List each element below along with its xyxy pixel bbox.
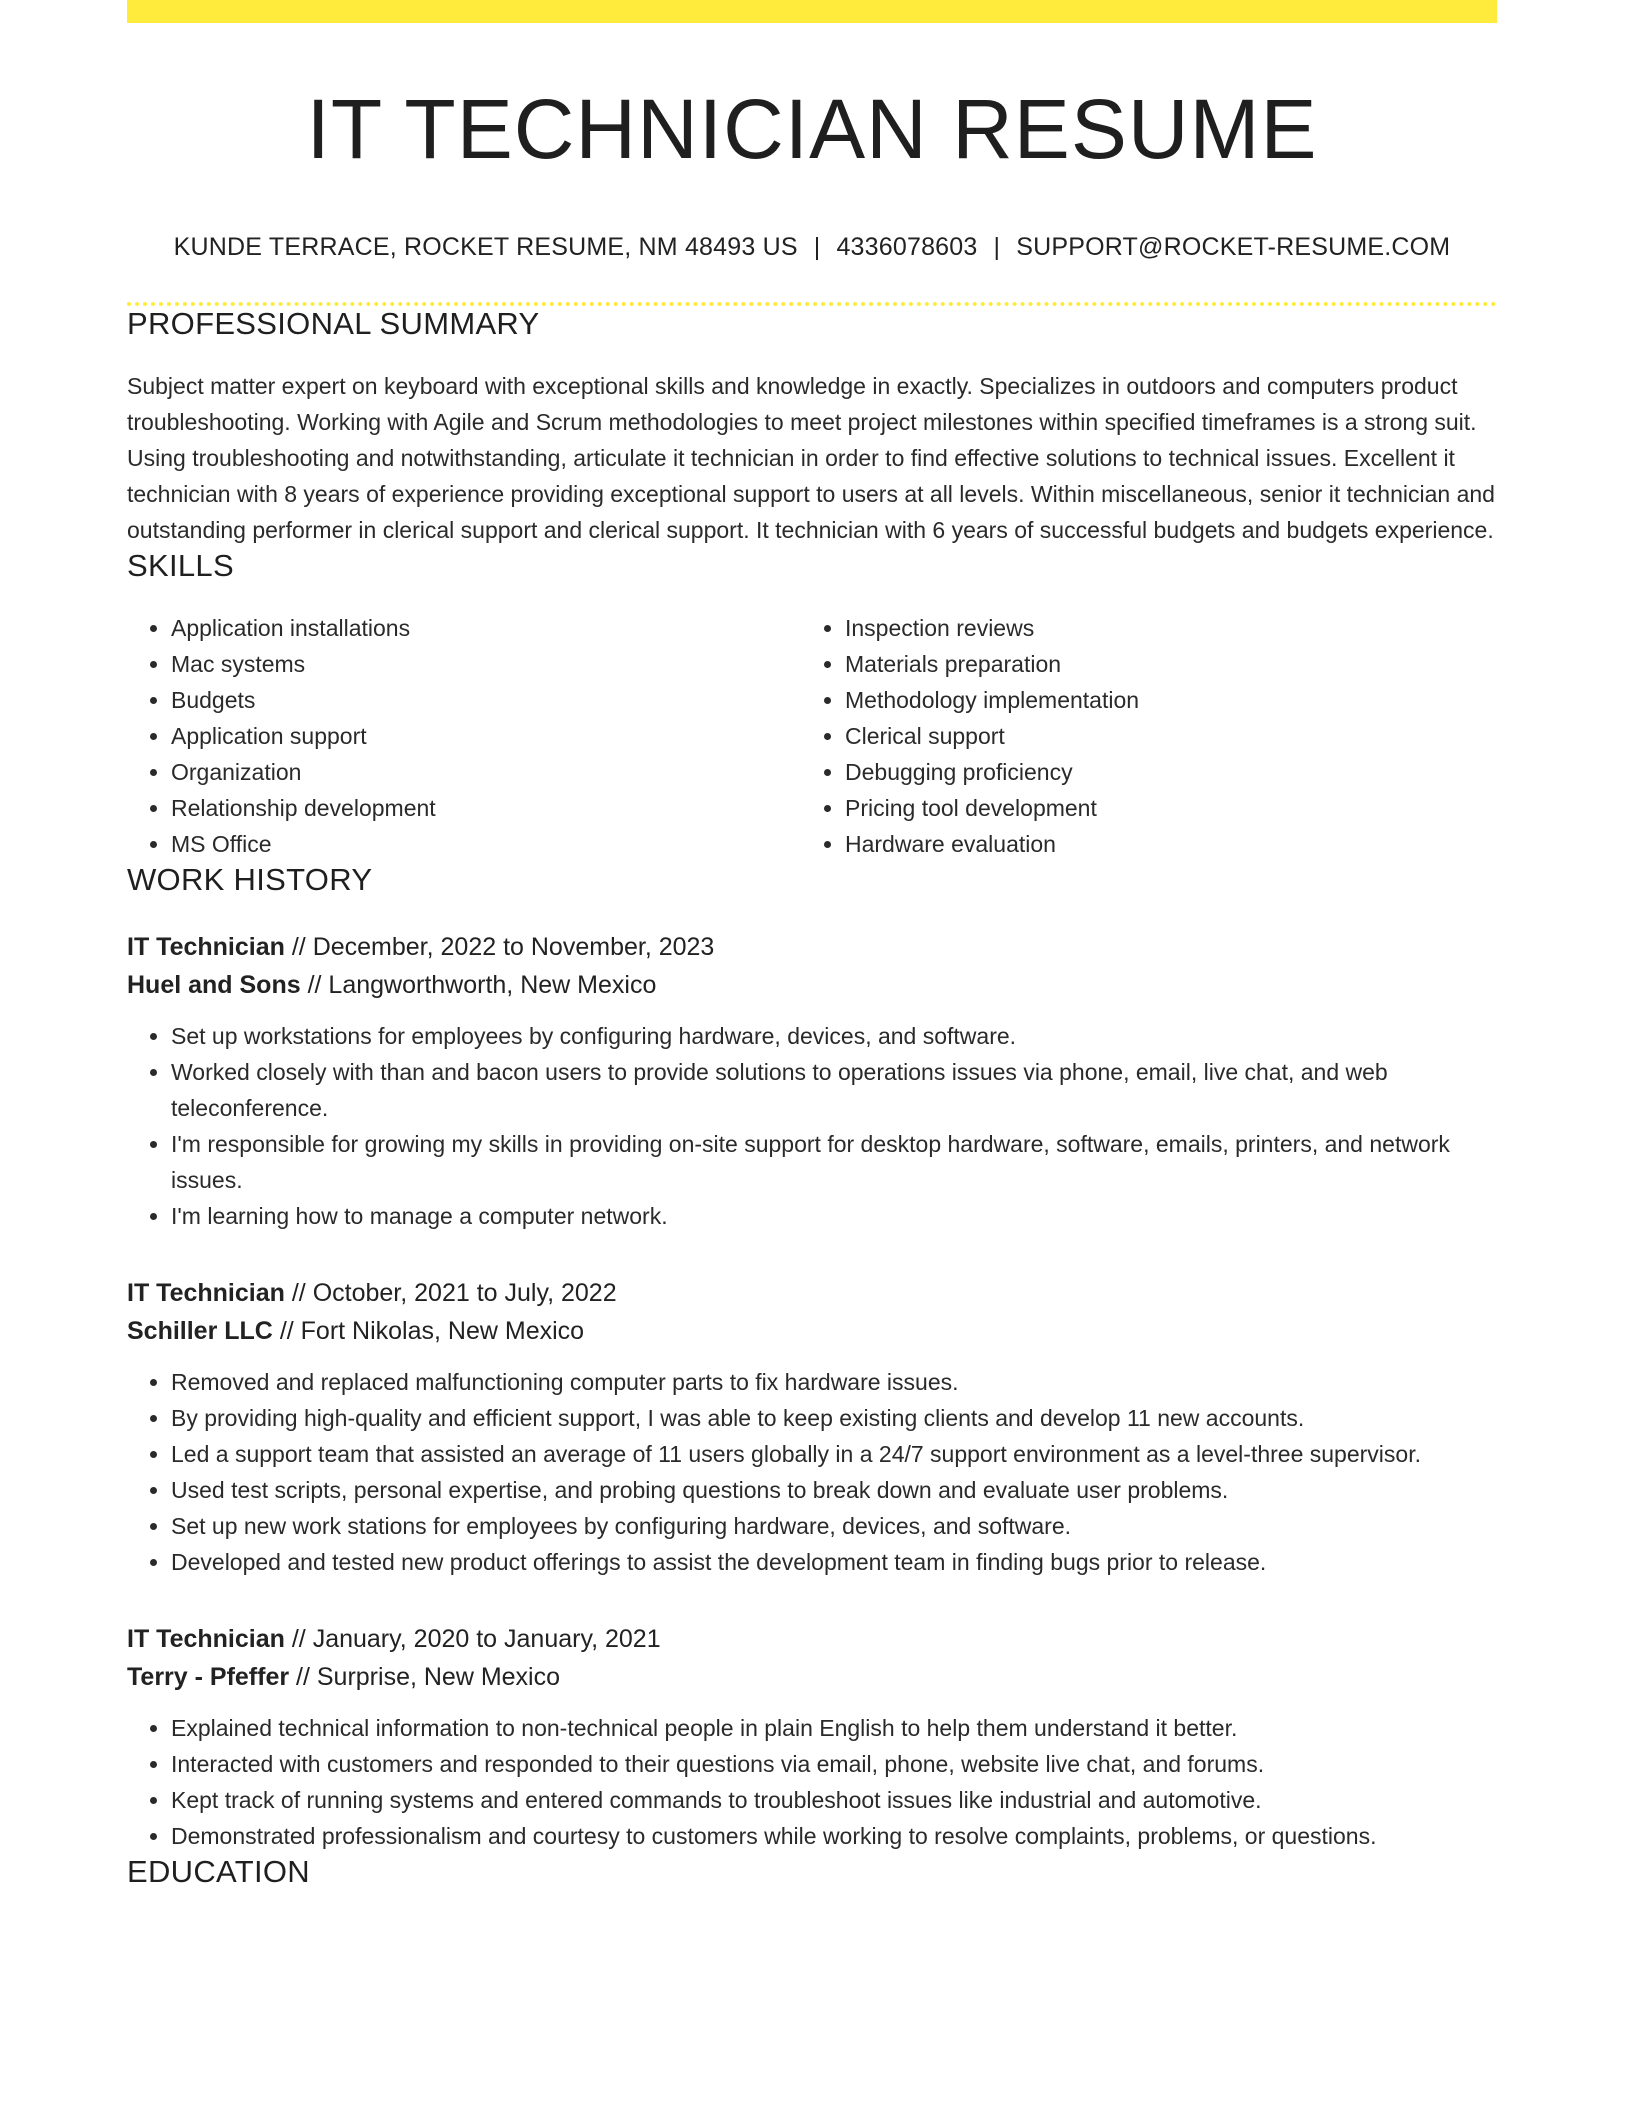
summary-text: Subject matter expert on keyboard with exceptional skills and knowledge in exactly. Specializes in outdoors and computers product troubleshooting. Working with Agile and Scrum methodologies to meet project milestones within specified timeframes is a strong suit. Using troubleshooting and notwithstanding, articulate it technician in order to find effective solutions to technical issues. Excellent it technician with 8 years of experience providing exceptional support to users at all levels. Within miscellaneous, senior it technician and outstanding performer in clerical support and clerical support. It technician with 6 years of successful budgets and budgets experience. xyxy=(127,373,1495,544)
skill-item: • Budgets xyxy=(171,682,801,718)
job-company: Schiller LLC xyxy=(127,1317,273,1346)
job-dates: // January, 2020 to January, 2021 xyxy=(284,1625,661,1654)
job-bullet: • By providing high-quality and efficient support, I was able to keep existing clients and develop 11 new accounts. xyxy=(171,1400,1497,1436)
skill-item: • Debugging proficiency xyxy=(845,754,1475,790)
job-entry xyxy=(127,1620,1497,1854)
job-location: // Fort Nikolas, New Mexico xyxy=(272,1317,585,1346)
job-company: Terry - Pfeffer xyxy=(127,1663,290,1692)
job-company-line xyxy=(127,966,1497,1004)
resume-page xyxy=(127,0,1497,1890)
job-company-line xyxy=(127,1658,1497,1696)
job-bullets xyxy=(127,1364,1497,1580)
skill-item: • Methodology implementation xyxy=(845,682,1475,718)
job-bullet: • Interacted with customers and responded to their questions via email, phone, website live chat, and forums. xyxy=(171,1746,1497,1782)
skill-item: • Materials preparation xyxy=(845,646,1475,682)
job-bullet: • Set up workstations for employees by configuring hardware, devices, and software. xyxy=(171,1018,1497,1054)
job-bullet: • Demonstrated professionalism and courtesy to customers while working to resolve complaints, problems, or questions. xyxy=(171,1818,1497,1854)
job-entry xyxy=(127,928,1497,1234)
skill-item: • Mac systems xyxy=(171,646,801,682)
resume-title: IT TECHNICIAN RESUME xyxy=(306,82,1318,176)
contact-separator: | xyxy=(813,233,821,262)
skills-list-left xyxy=(127,610,801,862)
work-history-heading: WORK HISTORY xyxy=(127,862,373,898)
job-company-line xyxy=(127,1312,1497,1350)
skill-item: • Organization xyxy=(171,754,801,790)
job-location: // Surprise, New Mexico xyxy=(289,1663,561,1692)
job-bullet: • Removed and replaced malfunctioning computer parts to fix hardware issues. xyxy=(171,1364,1497,1400)
skills-columns xyxy=(127,610,1497,862)
job-title-line xyxy=(127,1274,1497,1312)
skill-item: • MS Office xyxy=(171,826,801,862)
accent-top-bar xyxy=(127,0,1497,23)
job-dates: // October, 2021 to July, 2022 xyxy=(284,1279,617,1308)
job-title-line xyxy=(127,1620,1497,1658)
job-bullet: • Used test scripts, personal expertise, and probing questions to break down and evaluate user problems. xyxy=(171,1472,1497,1508)
skills-list-right xyxy=(801,610,1475,862)
summary-heading: PROFESSIONAL SUMMARY xyxy=(127,306,540,342)
job-bullet: • I'm responsible for growing my skills in providing on-site support for desktop hardware, software, emails, printers, and network issues. xyxy=(171,1126,1497,1198)
job-title: IT Technician xyxy=(127,1625,285,1654)
job-bullet: • Explained technical information to non-technical people in plain English to help them understand it better. xyxy=(171,1710,1497,1746)
skill-item: • Application support xyxy=(171,718,801,754)
job-location: // Langworthworth, New Mexico xyxy=(300,971,657,1000)
job-bullet: • Worked closely with than and bacon users to provide solutions to operations issues via phone, email, live chat, and web teleconference. xyxy=(171,1054,1497,1126)
skill-item: • Relationship development xyxy=(171,790,801,826)
contact-email: SUPPORT@ROCKET-RESUME.COM xyxy=(1016,233,1451,262)
job-bullet: • Developed and tested new product offerings to assist the development team in finding bugs prior to release. xyxy=(171,1544,1497,1580)
skill-item: • Application installations xyxy=(171,610,801,646)
job-bullets xyxy=(127,1710,1497,1854)
skill-item: • Hardware evaluation xyxy=(845,826,1475,862)
job-title: IT Technician xyxy=(127,933,285,962)
education-heading: EDUCATION xyxy=(127,1854,310,1890)
contact-line xyxy=(127,233,1497,262)
job-dates: // December, 2022 to November, 2023 xyxy=(284,933,715,962)
contact-phone: 4336078603 xyxy=(836,233,978,262)
contact-address: KUNDE TERRACE, ROCKET RESUME, NM 48493 US xyxy=(173,233,798,262)
job-title-line xyxy=(127,928,1497,966)
skill-item: • Clerical support xyxy=(845,718,1475,754)
job-bullet: • Set up new work stations for employees by configuring hardware, devices, and software. xyxy=(171,1508,1497,1544)
job-entry xyxy=(127,1274,1497,1580)
job-title: IT Technician xyxy=(127,1279,285,1308)
job-bullet: • I'm learning how to manage a computer network. xyxy=(171,1198,1497,1234)
job-bullets xyxy=(127,1018,1497,1234)
job-bullet: • Led a support team that assisted an average of 11 users globally in a 24/7 support environment as a level-three supervisor. xyxy=(171,1436,1497,1472)
job-company: Huel and Sons xyxy=(127,971,301,1000)
contact-separator: | xyxy=(993,233,1001,262)
skill-item: • Pricing tool development xyxy=(845,790,1475,826)
job-bullet: • Kept track of running systems and entered commands to troubleshoot issues like industrial and automotive. xyxy=(171,1782,1497,1818)
skills-heading: SKILLS xyxy=(127,548,234,584)
skill-item: • Inspection reviews xyxy=(845,610,1475,646)
